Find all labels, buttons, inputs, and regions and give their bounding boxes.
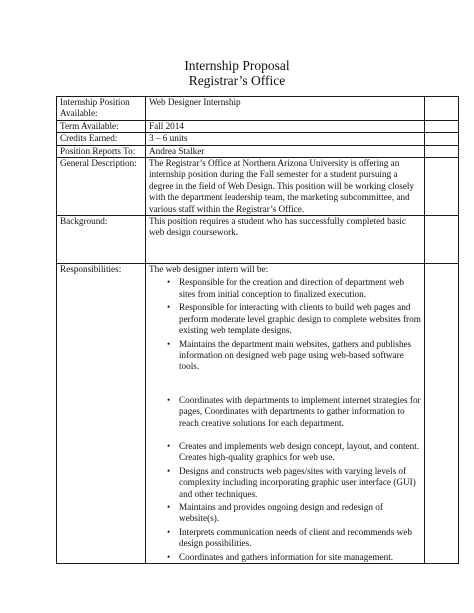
position-label: Internship Position Available: (57, 97, 146, 121)
responsibilities-intro: The web designer intern will be: (149, 264, 269, 275)
document-subtitle: Registrar’s Office (188, 73, 286, 88)
empty-cell (425, 133, 459, 145)
table-row-position (57, 97, 459, 121)
list-item: • Interprets communication needs of client and recommends web design possibilities. (179, 527, 421, 550)
proposal-table (56, 96, 459, 564)
list-item: • Maintains and provides ongoing design and redesign of website(s). (179, 502, 421, 525)
list-item: • Responsible for the creation and direction of department web sites from initial conception to finalized execution. (179, 277, 421, 300)
responsibilities-cell (146, 264, 425, 564)
list-item: • Responsible for interacting with clients to build web pages and perform moderate level graphic design to complete websites from existing web template designs. (179, 302, 421, 336)
list-item: • Designs and constructs web pages/sites with varying levels of complexity including incorporating graphic user interface (GUI) and other techniques. (179, 466, 421, 500)
empty-cell (425, 264, 459, 564)
list-item: • Coordinates and gathers information for site management. (179, 552, 421, 563)
table-row-reports (57, 145, 459, 157)
background-value: This position requires a student who has successfully completed basic web design coursework. (146, 216, 425, 264)
table-row-credits (57, 133, 459, 145)
list-item: • Coordinates with departments to implement internet strategies for pages, Coordinates with departments to gather information to reach creative solutions for each department. (179, 395, 421, 429)
responsibilities-list (149, 277, 421, 563)
background-label: Background: (57, 216, 146, 264)
credits-value: 3 – 6 units (146, 133, 425, 145)
credits-label: Credits Earned: (57, 133, 146, 145)
list-item: • Maintains the department main websites, gathers and publishes information on designed web page using web-based software tools. (179, 339, 421, 373)
empty-cell (425, 97, 459, 121)
reports-label: Position Reports To: (57, 145, 146, 157)
empty-cell (425, 216, 459, 264)
term-label: Term Available: (57, 120, 146, 132)
term-value: Fall 2014 (146, 120, 425, 132)
empty-cell (425, 158, 459, 216)
table-row-term (57, 120, 459, 132)
reports-value: Andrea Stalker (146, 145, 425, 157)
empty-cell (425, 145, 459, 157)
position-value: Web Designer Internship (146, 97, 425, 121)
table-row-background (57, 216, 459, 264)
responsibilities-label: Responsibilities: (57, 264, 146, 564)
general-label: General Description: (57, 158, 146, 216)
general-value: The Registrar’s Office at Northern Arizona University is offering an internship position during the Fall semester for a student pursuing a degree in the field of Web Design. This position will be working closely with the department leadership team, the marketing subcommittee, and various staff within the Registrar’s Office. (146, 158, 425, 216)
list-item: • Creates and implements web design concept, layout, and content. Creates high-quality graphics for web use. (179, 441, 421, 464)
document-title: Internship Proposal (184, 58, 290, 73)
table-row-general (57, 158, 459, 216)
empty-cell (425, 120, 459, 132)
table-row-responsibilities (57, 264, 459, 564)
